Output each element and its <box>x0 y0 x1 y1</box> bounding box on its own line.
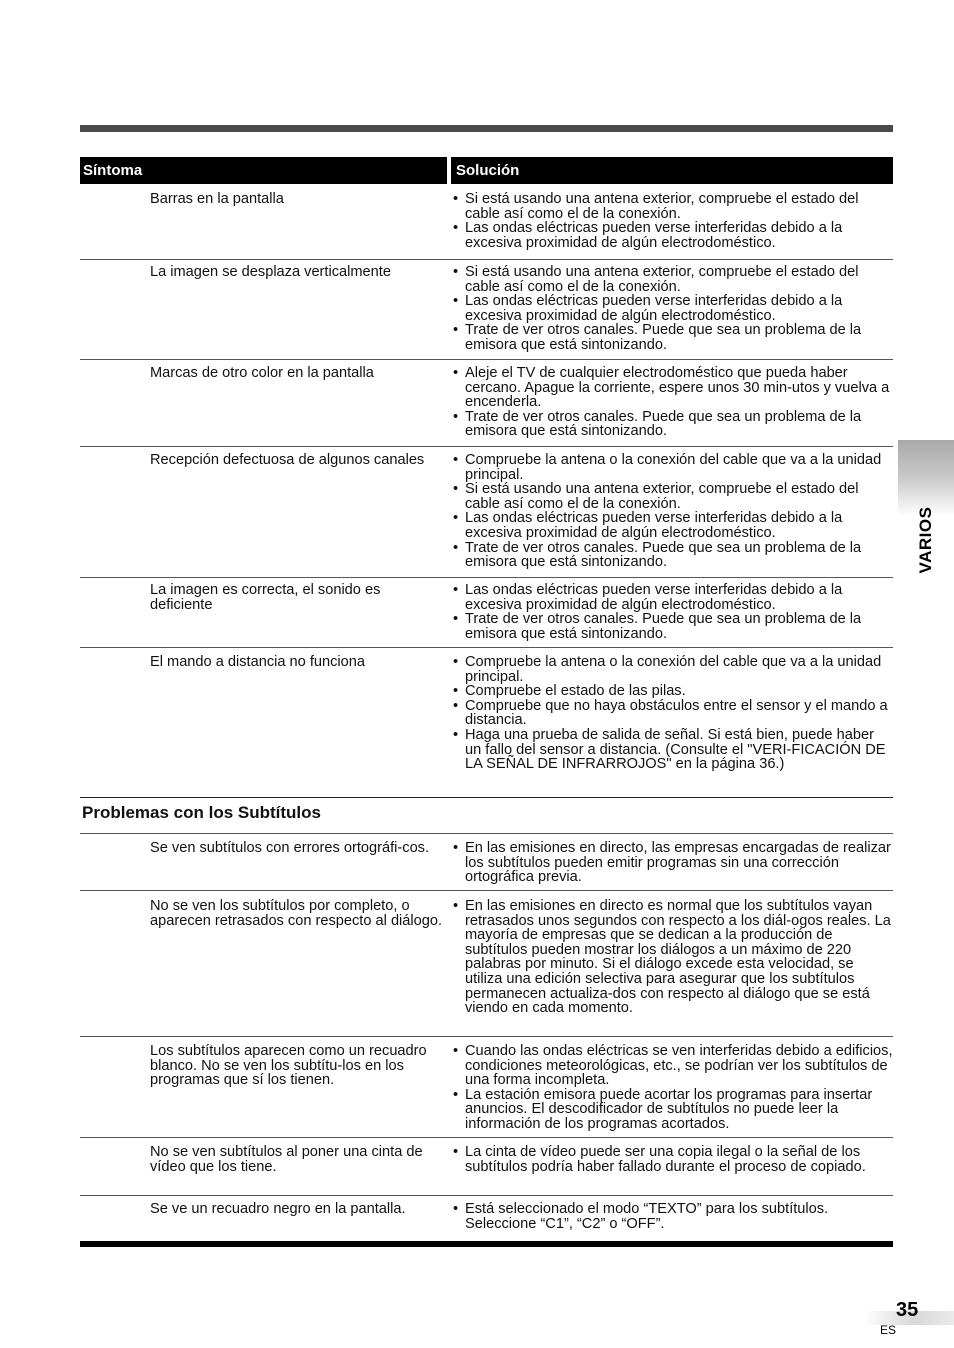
solution-list <box>453 841 893 885</box>
solution-item: • Cuando las ondas eléctricas se ven interferidas debido a edificios, condiciones meteorológicas, etc., se podrían ver los subtítulos de una forma incompleta. <box>453 1044 893 1088</box>
solution-item: • Compruebe la antena o la conexión del cable que va a la unidad principal. <box>453 453 893 482</box>
table-row <box>80 1137 893 1196</box>
table-row <box>80 1195 893 1242</box>
solution-item: • Las ondas eléctricas pueden verse interferidas debido a la excesiva proximidad de algún electrodoméstico. <box>453 294 893 323</box>
table-row <box>80 890 893 1037</box>
solution-list <box>453 655 893 772</box>
side-tab-label: VARIOS <box>916 506 935 574</box>
solution-column-header: Solución <box>451 157 893 184</box>
solution-item: • Compruebe que no haya obstáculos entre el sensor y el mando a distancia. <box>453 699 893 728</box>
solution-item: • La estación emisora puede acortar los programas para insertar anuncios. El descodificador de subtítulos no puede leer la información de los programas acortados. <box>453 1088 893 1132</box>
section-title: Problemas con los Subtítulos <box>82 803 321 822</box>
symptom-text: La imagen es correcta, el sonido es deficiente <box>150 582 381 613</box>
table-row <box>80 359 893 447</box>
solution-item: • En las emisiones en directo, las empresas encargadas de realizar los subtítulos pueden emitir programas sin una corrección ortográfica previa. <box>453 841 893 885</box>
solution-list <box>453 1202 893 1231</box>
table-row <box>80 184 893 259</box>
solution-list <box>453 583 893 641</box>
solution-item: • Las ondas eléctricas pueden verse interferidas debido a la excesiva proximidad de algún electrodoméstico. <box>453 583 893 612</box>
symptom-text: Recepción defectuosa de algunos canales <box>150 452 425 468</box>
symptom-text: Se ven subtítulos con errores ortográfi-cos. <box>150 840 430 856</box>
symptom-text: No se ven subtítulos al poner una cinta de vídeo que los tiene. <box>150 1144 423 1175</box>
language-code: ES <box>880 1323 897 1337</box>
top-rule <box>80 125 893 132</box>
solution-item: • Aleje el TV de cualquier electrodoméstico que pueda haber cercano. Apague la corriente, espere unos 30 min-utos y vuelva a encenderla. <box>453 366 893 410</box>
table-row <box>80 833 893 891</box>
solution-list <box>453 265 893 353</box>
symptom-text: La imagen se desplaza verticalmente <box>150 264 391 280</box>
symptom-text: Se ve un recuadro negro en la pantalla. <box>150 1201 406 1217</box>
symptom-text: Los subtítulos aparecen como un recuadro blanco. No se ven los subtítu-los en los programas que sí los tienen. <box>150 1043 427 1089</box>
solution-item: • Si está usando una antena exterior, compruebe el estado del cable así como el de la conexión. <box>453 192 893 221</box>
page-number: 35 <box>896 1299 919 1321</box>
table-row <box>80 446 893 578</box>
solution-item: • Trate de ver otros canales. Puede que sea un problema de la emisora que está sintonizando. <box>453 541 893 570</box>
solution-list <box>453 1044 893 1132</box>
symptom-column-header: Síntoma <box>80 157 447 184</box>
solution-item: • Haga una prueba de salida de señal. Si está bien, puede haber un fallo del sensor a distancia. (Consulte el "VERI-FICACIÓN DE LA SEÑAL DE INFRARROJOS" en la página 36.) <box>453 728 893 772</box>
solution-item: • Está seleccionado el modo “TEXTO” para los subtítulos. Seleccione “C1”, “C2” o “OFF”. <box>453 1202 893 1231</box>
solution-item: • Las ondas eléctricas pueden verse interferidas debido a la excesiva proximidad de algún electrodoméstico. <box>453 511 893 540</box>
symptom-text: Barras en la pantalla <box>150 191 284 207</box>
table-row <box>80 577 893 648</box>
solution-item: • Compruebe la antena o la conexión del cable que va a la unidad principal. <box>453 655 893 684</box>
solution-item: • Compruebe el estado de las pilas. <box>453 684 893 699</box>
solution-item: • La cinta de vídeo puede ser una copia ilegal o la señal de los subtítulos podría haber fallado durante el proceso de copiado. <box>453 1145 893 1174</box>
solution-list <box>453 366 893 439</box>
solution-item: • Si está usando una antena exterior, compruebe el estado del cable así como el de la conexión. <box>453 482 893 511</box>
solution-item: • Trate de ver otros canales. Puede que sea un problema de la emisora que está sintonizando. <box>453 612 893 641</box>
table-row <box>80 647 893 798</box>
table-row <box>80 1036 893 1138</box>
symptom-text: El mando a distancia no funciona <box>150 654 365 670</box>
solution-list <box>453 192 893 250</box>
solution-list <box>453 453 893 570</box>
solution-list <box>453 899 893 1016</box>
bottom-rule <box>80 1241 893 1247</box>
solution-list <box>453 1145 893 1174</box>
solution-item: • Trate de ver otros canales. Puede que sea un problema de la emisora que está sintonizando. <box>453 410 893 439</box>
symptom-text: No se ven los subtítulos por completo, o aparecen retrasados con respecto al diálogo. <box>150 898 443 929</box>
symptom-text: Marcas de otro color en la pantalla <box>150 365 374 381</box>
solution-item: • En las emisiones en directo es normal que los subtítulos vayan retrasados unos segundos con respecto a los diál-ogos reales. La mayoría de empresas que se dedican a la producción de subtítulos pueden mostrar los diálogos a un máximo de 220 palabras por minuto. Si el diálogo excede esta velocidad, se utiliza una edición selectiva para asegurar que los subtítulos permanecen actualiza-dos con respecto al diálogo que se está viendo en cada momento. <box>453 899 893 1016</box>
solution-item: • Trate de ver otros canales. Puede que sea un problema de la emisora que está sintonizando. <box>453 323 893 352</box>
solution-item: • Si está usando una antena exterior, compruebe el estado del cable así como el de la conexión. <box>453 265 893 294</box>
table-row <box>80 259 893 360</box>
solution-item: • Las ondas eléctricas pueden verse interferidas debido a la excesiva proximidad de algún electrodoméstico. <box>453 221 893 250</box>
